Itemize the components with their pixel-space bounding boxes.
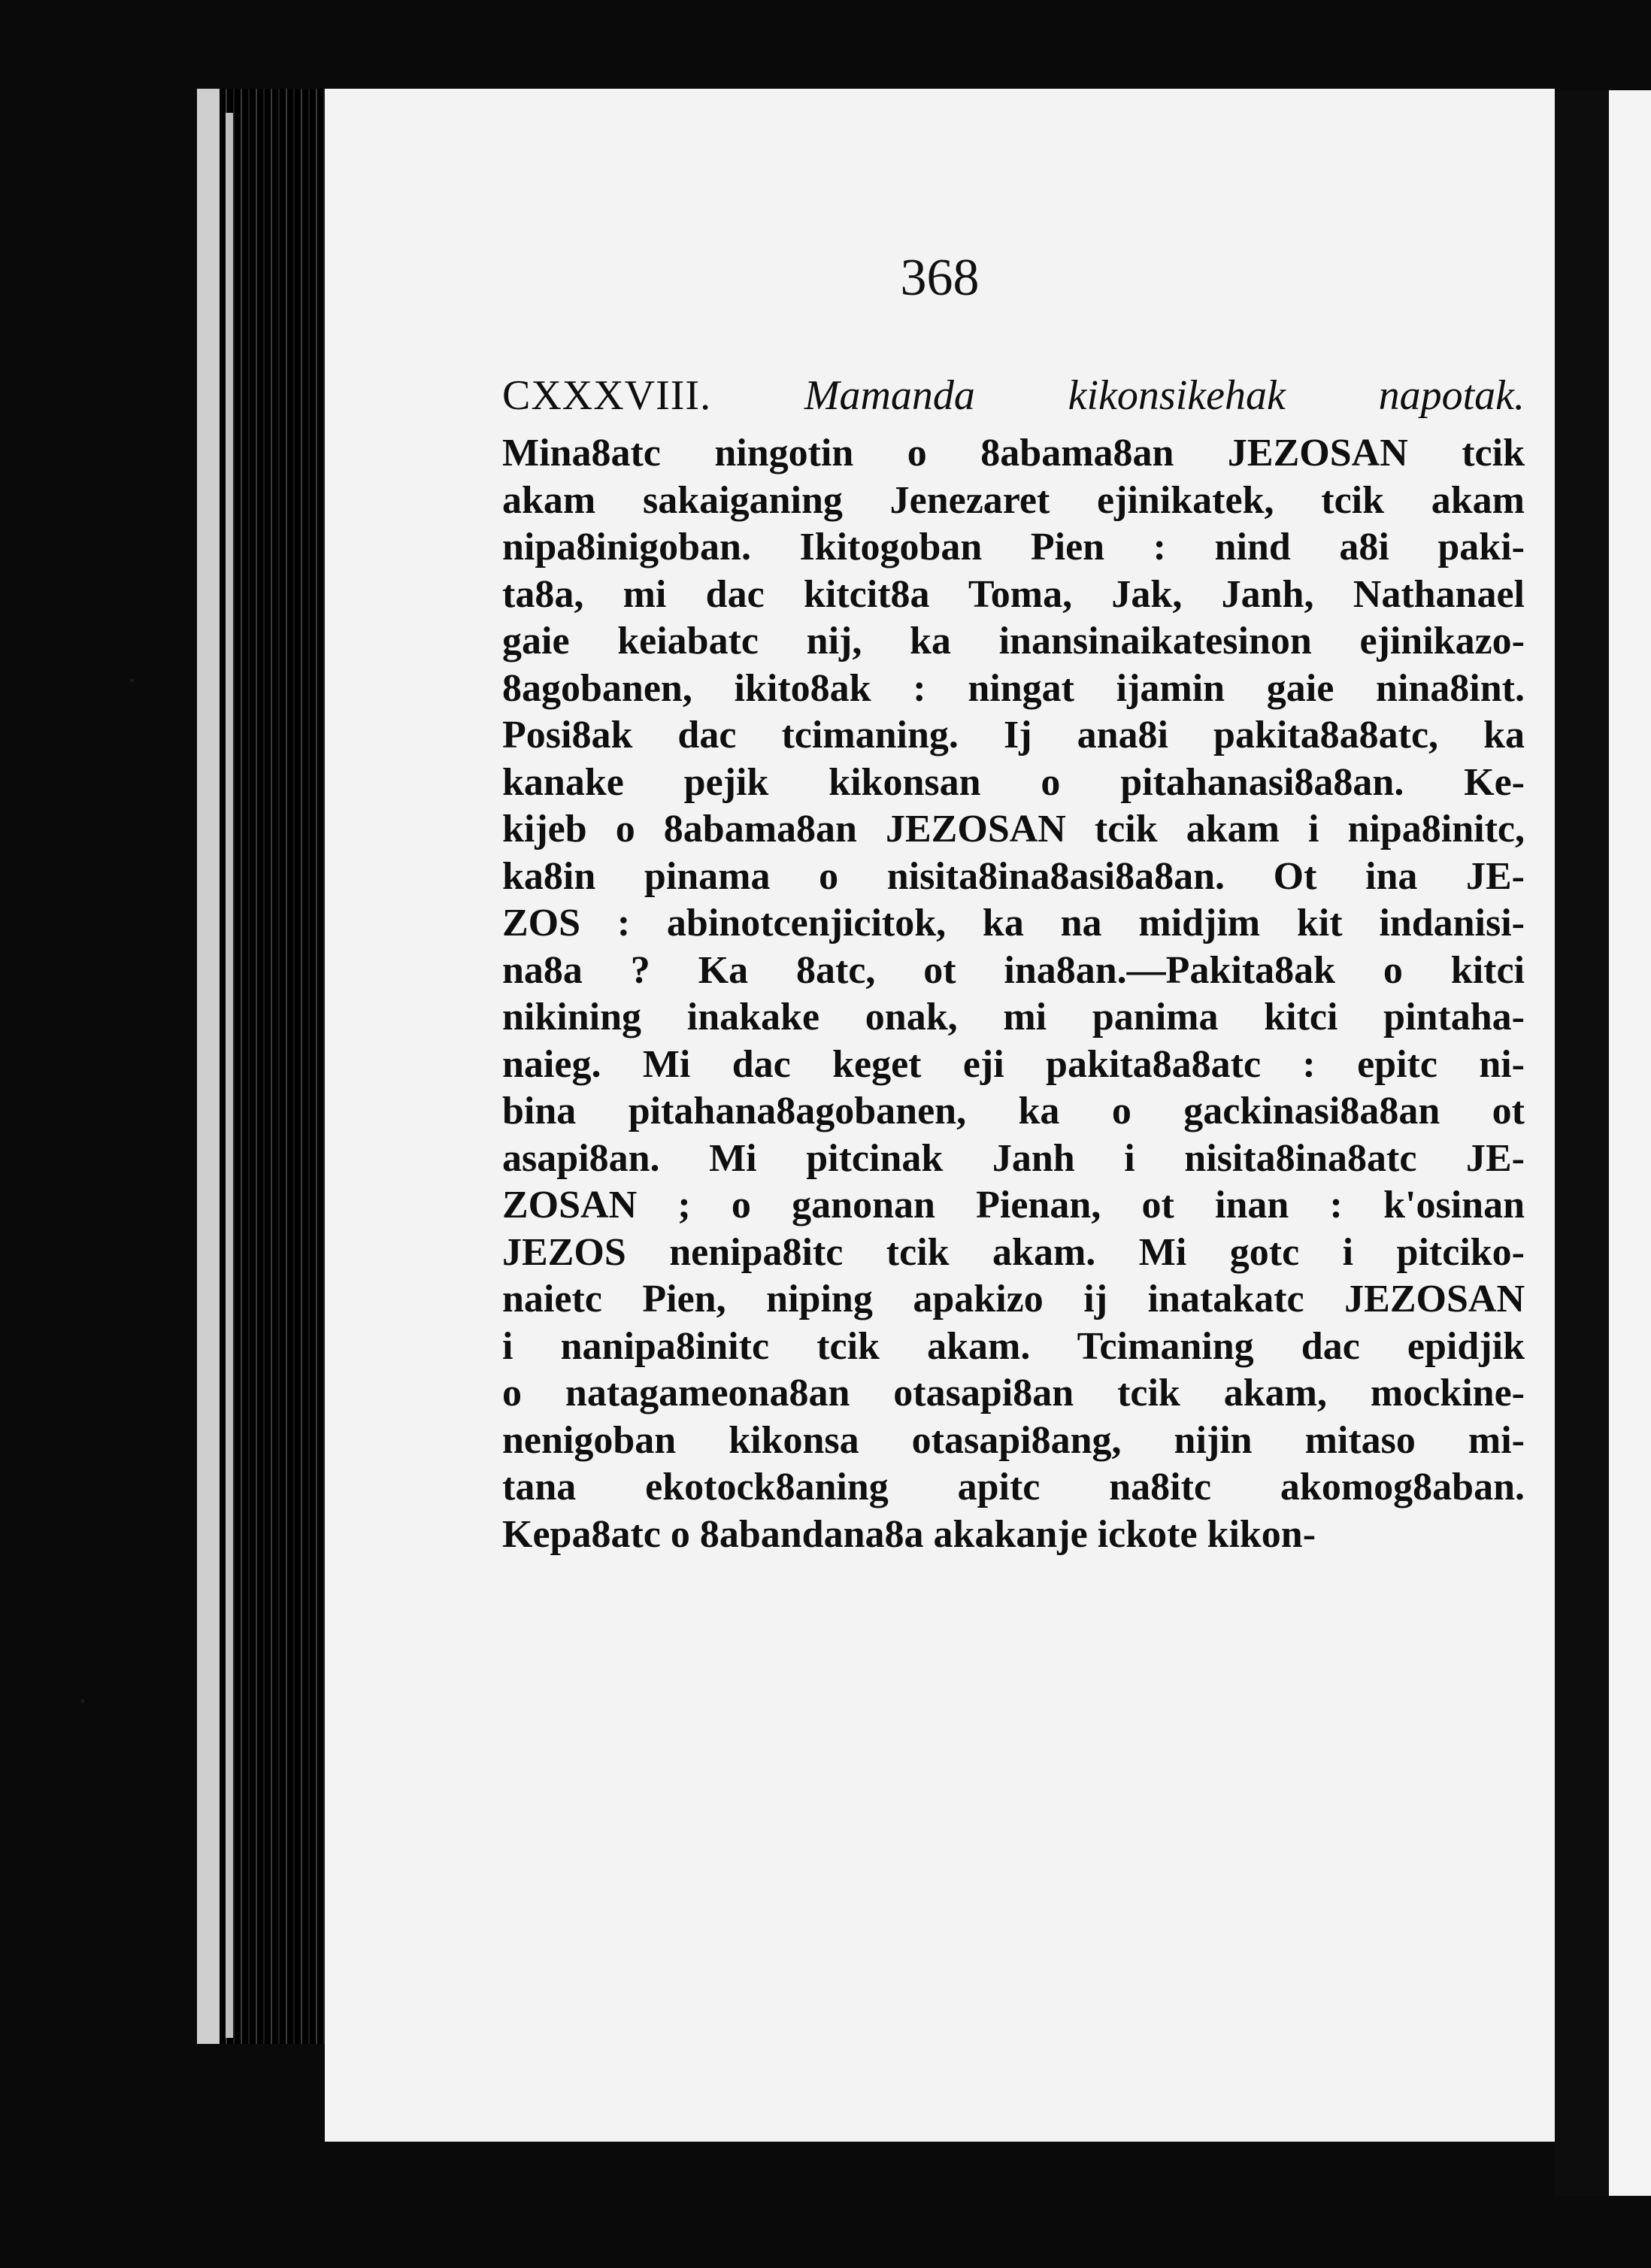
book-page [325,89,1555,2142]
book-edge-highlight [197,89,220,2044]
text-line: ka8in pinama o nisita8ina8asi8a8an. Ot ina JE- [502,854,1525,898]
text-line: na8a ? Ka 8atc, ot ina8an.—Pakita8ak o kitci [502,948,1525,992]
page-body [502,361,1525,1558]
text-line: o natagameona8an otasapi8an tcik akam, mockine- [502,1372,1525,1414]
text-line: ZOSAN ; o ganonan Pienan, ot inan : k'osinan [502,1184,1525,1226]
text-line: nipa8inigoban. Ikitogoban Pien : nind a8i paki- [502,526,1525,569]
text-line: kanake pejik kikonsan o pitahanasi8a8an. Ke- [502,760,1525,804]
text-line: 8agobanen, ikito8ak : ningat ijamin gaie nina8int. [502,666,1525,710]
text-line: ta8a, mi dac kitcit8a Toma, Jak, Janh, Nathanael [502,572,1525,616]
page-number: 368 [900,249,980,307]
text-line: tana ekotock8aning apitc na8itc akomog8aban. [502,1466,1525,1508]
text-line: i nanipa8initc tcik akam. Tcimaning dac epidjik [502,1324,1525,1368]
text-line: nikining inakake onak, mi panima kitci pintaha- [502,996,1525,1038]
body-text [502,430,1525,1558]
adjacent-page [1609,90,1651,2196]
text-line: Kepa8atc o 8abandana8a akakanje ickote kikon- [502,1512,1316,1556]
text-line: Posi8ak dac tcimaning. Ij ana8i pakita8a8atc, ka [502,714,1525,757]
text-line: asapi8an. Mi pitcinak Janh i nisita8ina8atc JE- [502,1136,1525,1180]
text-line: Mina8atc ningotin o 8abama8an JEZOSAN tcik [502,432,1525,475]
text-line: ZOS : abinotcenjicitok, ka na midjim kit indanisi- [502,902,1525,944]
text-line: naieg. Mi dac keget eji pakita8a8atc : epitc ni- [502,1042,1525,1086]
book-edge-inner-highlight [226,113,233,2038]
text-line: bina pitahana8agobanen, ka o gackinasi8a8an ot [502,1090,1525,1132]
page-gutter-shadow [1555,90,1609,2196]
section-heading [502,361,1525,430]
text-line: gaie keiabatc nij, ka inansinaikatesinon ejinikazo- [502,620,1525,663]
section-title: Mamanda kikonsikehak napotak. [804,372,1525,419]
text-line: akam sakaiganing Jenezaret ejinikatek, tcik akam [502,478,1525,522]
text-line: JEZOS nenipa8itc tcik akam. Mi gotc i pitciko- [502,1230,1525,1274]
section-numeral: CXXXVIII. [502,372,712,419]
text-line: naietc Pien, niping apakizo ij inatakatc JEZOSAN [502,1278,1525,1320]
text-line: nenigoban kikonsa otasapi8ang, nijin mitaso mi- [502,1418,1525,1462]
text-line: kijeb o 8abama8an JEZOSAN tcik akam i nipa8initc, [502,808,1525,850]
